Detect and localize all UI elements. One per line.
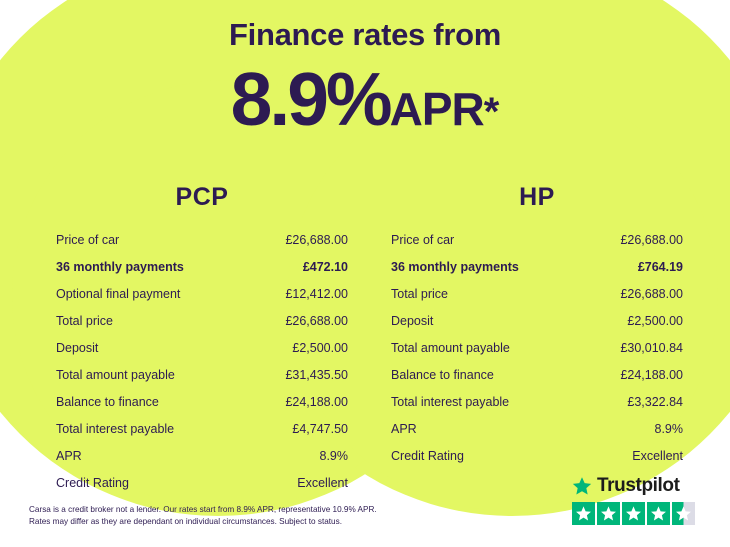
row-label: Credit Rating: [56, 475, 129, 490]
row-label: Total price: [391, 286, 448, 301]
table-row: [387, 442, 687, 469]
table-row: [52, 469, 352, 496]
disclaimer-line-2: Rates may differ as they are dependant on individual circumstances. Subject to status.: [29, 517, 342, 527]
row-value: £26,688.00: [285, 313, 348, 328]
row-label: Credit Rating: [391, 448, 464, 463]
star-icon: [572, 502, 595, 525]
row-label: APR: [391, 421, 417, 436]
row-label: Price of car: [56, 232, 120, 247]
row-value: £30,010.84: [620, 340, 683, 355]
column-title-hp: HP: [519, 183, 555, 211]
row-value: £26,688.00: [620, 286, 683, 301]
table-row: [387, 307, 687, 334]
row-value: £2,500.00: [292, 340, 348, 355]
table-row: [52, 442, 352, 469]
table-row: [52, 253, 352, 280]
table-row: [387, 415, 687, 442]
rates-table-pcp: [52, 226, 352, 496]
row-label: Total interest payable: [56, 421, 175, 436]
row-value: £2,500.00: [627, 313, 683, 328]
row-value: £26,688.00: [285, 232, 348, 247]
row-value: £3,322.84: [627, 394, 683, 409]
table-row: [387, 334, 687, 361]
row-label: Total amount payable: [391, 340, 510, 355]
row-label: Price of car: [391, 232, 455, 247]
table-row: [52, 415, 352, 442]
row-value: £4,747.50: [292, 421, 348, 436]
trustpilot-rating-stars: [572, 502, 704, 525]
rates-table-hp: [387, 226, 687, 469]
row-label: APR: [56, 448, 82, 463]
row-value: £24,188.00: [620, 367, 683, 382]
rate-value: 8.9%: [230, 57, 390, 141]
row-label: Optional final payment: [56, 286, 181, 301]
trustpilot-star-icon: [572, 476, 592, 496]
row-value: £26,688.00: [620, 232, 683, 247]
table-row: [387, 226, 687, 253]
row-value: £24,188.00: [285, 394, 348, 409]
star-icon: [647, 502, 670, 525]
table-row: [387, 388, 687, 415]
row-label: Total interest payable: [391, 394, 510, 409]
row-value: £12,412.00: [285, 286, 348, 301]
finance-column-hp: [387, 183, 687, 469]
row-value: £472.10: [302, 259, 348, 274]
star-icon: [597, 502, 620, 525]
trustpilot-widget[interactable]: [572, 475, 704, 525]
table-row: [52, 307, 352, 334]
rate-headline: [0, 56, 730, 142]
page-title: Finance rates from: [229, 17, 501, 52]
table-row: [387, 253, 687, 280]
disclaimer-line-1: Carsa is a credit broker not a lender. Our rates start from 8.9% APR, representative 10.9% APR.: [29, 504, 377, 514]
table-row: [52, 280, 352, 307]
finance-column-pcp: [52, 183, 352, 496]
row-label: Total amount payable: [56, 367, 175, 382]
row-label: Deposit: [56, 340, 99, 355]
row-label: Balance to finance: [56, 394, 159, 409]
row-value: Excellent: [297, 475, 348, 490]
rate-unit: APR: [389, 83, 484, 135]
table-row: [52, 334, 352, 361]
table-row: [387, 361, 687, 388]
table-row: [52, 226, 352, 253]
row-value: £31,435.50: [285, 367, 348, 382]
star-icon: [622, 502, 645, 525]
row-value: Excellent: [632, 448, 683, 463]
row-label: 36 monthly payments: [391, 259, 519, 274]
table-row: [387, 280, 687, 307]
trustpilot-logo: [572, 475, 704, 497]
row-label: Total price: [56, 313, 113, 328]
table-row: [52, 361, 352, 388]
trustpilot-name: Trustpilot: [597, 475, 680, 496]
row-value: £764.19: [637, 259, 683, 274]
star-half-icon: [672, 502, 695, 525]
row-label: 36 monthly payments: [56, 259, 184, 274]
column-title-pcp: PCP: [175, 183, 229, 211]
disclaimer-text: [29, 504, 377, 529]
row-label: Balance to finance: [391, 367, 494, 382]
table-row: [52, 388, 352, 415]
row-value: 8.9%: [654, 421, 683, 436]
row-label: Deposit: [391, 313, 434, 328]
row-value: 8.9%: [319, 448, 348, 463]
rate-asterisk: *: [483, 90, 500, 134]
